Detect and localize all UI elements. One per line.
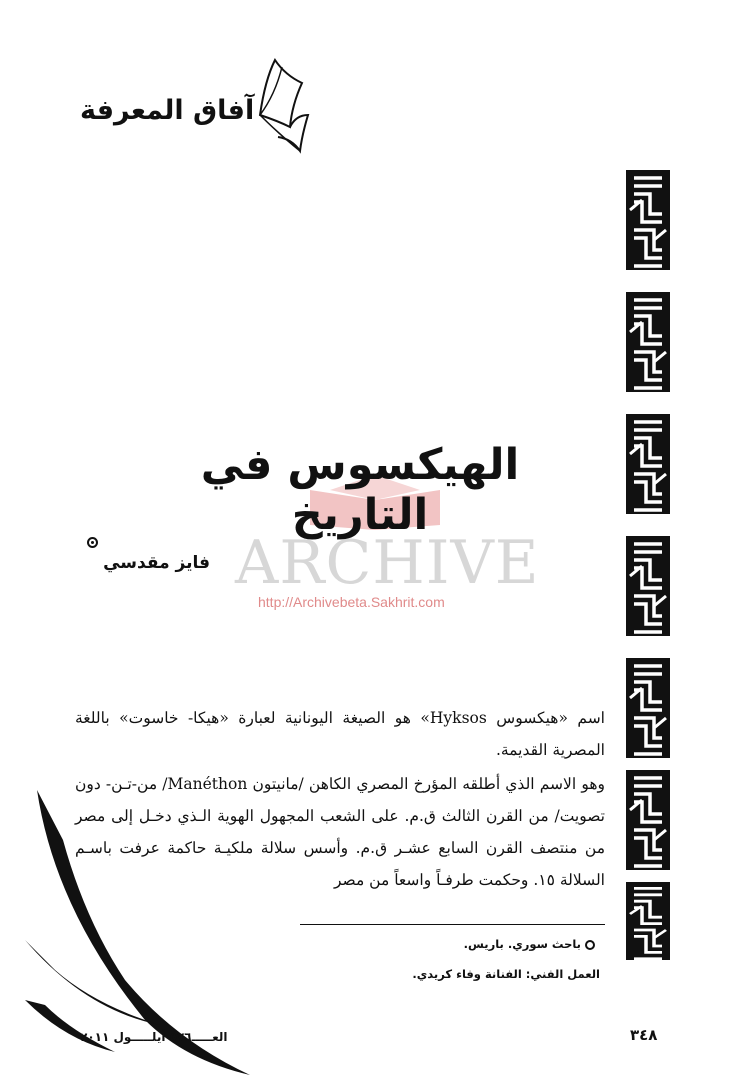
article-title: الهيكسوس في التاريخ (200, 440, 520, 540)
issue-info: العـــــ٥٧٦ أيلـــــول ٢٠١١ (80, 1030, 228, 1044)
author-byline (60, 535, 210, 585)
magazine-title: آفاق المعرفة (80, 95, 255, 126)
author-name: فايز مقدسي (103, 553, 210, 573)
watermark-url: http://Archivebeta.Sakhrit.com (258, 594, 445, 610)
watermark-text: ARCHIVE (235, 528, 540, 598)
page-number: ٣٤٨ (630, 1026, 658, 1044)
footnote-circle-icon (87, 537, 98, 548)
footnote-art-credit: العمل الفني: الفنانة وفاء كريدي. (412, 967, 600, 981)
paragraph: اسم «هيكسوس Hyksos» هو الصيغة اليونانية لعبارة «هيكا- خاسوت» باللغة المصرية القديمة. (75, 709, 605, 759)
magazine-logo (80, 55, 320, 165)
footnote-divider (300, 924, 605, 925)
paragraph: وهو الاسم الذي أطلقه المؤرخ المصري الكاهن /مانيتون Manéthon/ من-تـن- دون تصويت/ من القرن الثالث ق.م. على الشعب المجهول الهوية الـذي دخـل إلى مصر من منتصف القرن السابع عشـر ق.م. وأسس سلالة ملكيـة حاكمة عرفت باسـم السلالة ١٥. وحكمت طرفـاً واسعاً من مصر (75, 775, 605, 889)
footnote-author: باحث سوري. باريس. (464, 937, 595, 951)
footnote-circle-icon (585, 940, 595, 950)
zigzag-ornament-icon (622, 170, 674, 960)
ornament-column (622, 170, 674, 960)
